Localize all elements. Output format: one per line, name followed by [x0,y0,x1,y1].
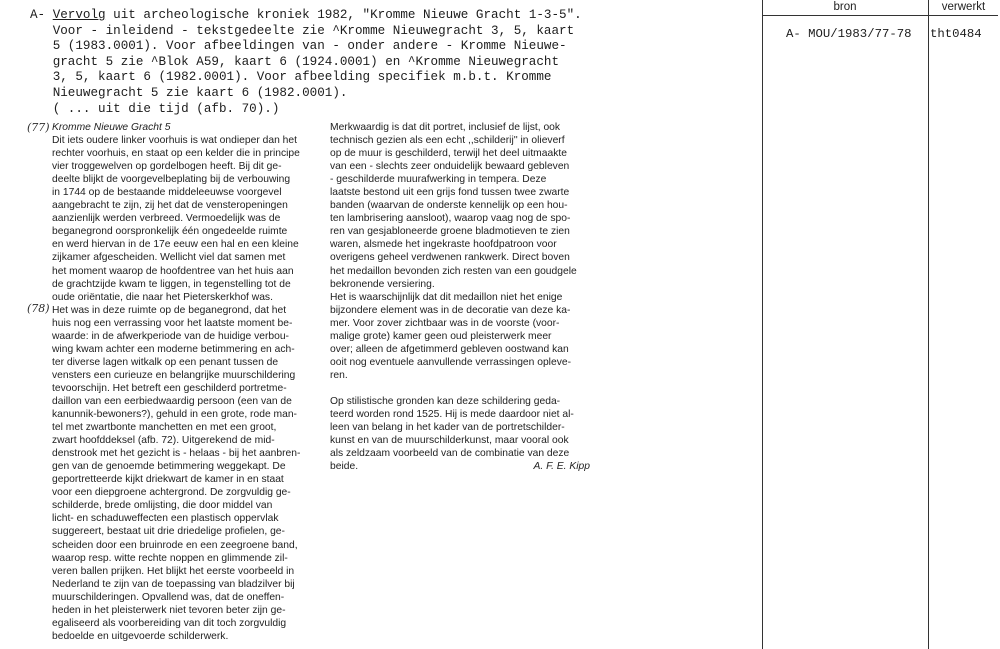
column-1-line: waarop resp. witte rechte noppen en glimmende zil- [52,552,288,564]
column-1-line: voor een diepgroene achtergrond. De zorgvuldig ge- [52,487,291,499]
column-1-line: waarde: in de afwerkperiode van de huidige verbou- [52,330,289,342]
column-1-line: tel met zwartbonte manchetten en met een groot, [52,422,277,434]
typed-line-7: ( ... uit die tijd (afb. 70).) [52,101,280,116]
typed-line-3: 5 (1983.0001). Voor afbeeldingen van - onder andere - Kromme Nieuwe- [52,39,567,54]
annotation-78: (78) [27,302,50,315]
column-2-text [330,121,592,382]
column-1-text [52,134,317,643]
column-2-line: malige grote) kamer geen oud pleisterwerk meer [330,330,552,342]
article-column-2 [330,121,592,473]
column-2-closing-line: teerd worden rond 1525. Hij is mede daardoor niet al- [330,408,574,420]
column-2-line: over; alleen de afgetimmerd gebleven oostwand kan [330,343,569,355]
column-1-line: zijkamer afgescheiden. Wellicht viel dat samen met [52,252,286,264]
typed-line-6: Nieuwegracht 5 zie kaart 6 (1982.0001). [52,85,348,100]
column-1-line: daillon van een eerbiedwaardig persoon (een van de [52,395,292,407]
header-bron: bron [833,1,857,13]
bron-cell [786,27,911,41]
column-1-line: Nederland te zijn van de toepassing van bladzilver bij [52,578,295,590]
column-2-line: ooit nog eventuele aanvullende verrassingen opleve- [330,356,572,368]
column-2-line: Het is waarschijnlijk dat dit medaillon niet het enige [330,291,563,303]
article-heading: Kromme Nieuwe Gracht 5 [52,122,171,133]
column-1-line: zwart hoofddeksel (afb. 72). Uitgerekend de mid- [52,435,275,447]
column-1-line: gen van de genoemde betimmering weggekapt. De [52,461,286,473]
annotation-77: (77) [27,121,50,134]
typed-line-2: Voor - inleidend - tekstgedeelte zie ^Kromme Nieuwegracht 3, 5, kaart [52,23,575,38]
column-1-line: huis nog een verrassing voor het laatste moment be- [52,317,293,329]
table-header-rule [762,15,998,16]
column-1-line: bedoelde en uitgevoerde schilderwerk. [52,630,229,642]
vervolg-word: Vervolg [52,8,106,22]
column-2-line: waren, alsmede het ingekraste hoofdpatroon voor [330,239,557,251]
article-column-1 [52,121,317,643]
column-1-line: denstrook met het gezicht is - helaas - bij het aanbren- [52,448,301,460]
column-1-line: heden in het pleisterwerk niet tevoren beter zijn ge- [52,604,286,616]
paragraph-gap [330,382,592,395]
column-1-line: de grachtzijde kwam te liggen, in tegenstelling tot de [52,278,291,290]
table-border-left [762,0,763,649]
column-1-line: veren ballen prijken. Het blijkt het eerste voorbeeld in [52,565,295,577]
table-divider [928,0,929,649]
column-2-closing-line: leen van belang in het kader van de portretschilder- [330,422,565,434]
column-1-line: schilderde, brede omlijsting, die door middel van [52,500,273,512]
column-1-line: het moment waarop de hoofdentree van het huis aan [52,265,294,277]
column-1-line: beganegrond oorspronkelijk één ongedeelde ruimte [52,226,288,238]
column-1-line: oude oriëntatie, die naar het Pieterskerkhof was. [52,291,273,303]
column-1-line: vier troggewelven op gordelbogen heeft. Bij dit ge- [52,161,282,173]
column-1-line: vensters een curieuze en belangrijke muurschildering [52,369,296,381]
typed-prefix: A- [30,8,46,22]
bron-prefix: A- [786,27,801,41]
column-2-line: ren. [330,369,348,381]
column-2-closing-line: kunst en van de muurschilderkunst, maar vooral ook [330,435,569,447]
typed-header [30,8,750,117]
column-1-line: en werd hiervan in de 17e eeuw een hal en een kleine [52,239,299,251]
column-1-line: ter diverse lagen witkalk op een penant tussen de [52,356,279,368]
column-1-line: aanzienlijk werden verbreed. Vermoedelijk was de [52,213,281,225]
column-1-line: muurschilderingen. Opvallend was, dat de oneffen- [52,591,285,603]
column-2-line: ren van gesjabloneerde groene bladmotieven te zien [330,226,570,238]
column-2-line: mer. Voor zover zichtbaar was in de voorste (voor- [330,317,560,329]
column-2-closing-line: Op stilistische gronden kan deze schildering geda- [330,395,561,407]
typed-line-5: 3, 5, kaart 6 (1982.0001). Voor afbeelding specifiek m.b.t. Kromme [52,70,552,85]
verwerkt-value: tht0484 [930,27,982,41]
column-2-line: bekronende versiering. [330,278,435,290]
column-2-line: ten lambrisering aansloot), waarop vaag nog de spo- [330,213,571,225]
column-2-line: technisch gezien als een echt ,,schilderij'' in olieverf [330,135,565,147]
column-2-line: overigens geheel verdwenen rankwerk. Direct boven [330,252,570,264]
column-1-line: wing kwam achter een moderne betimmering en ach- [52,343,295,355]
margin-table [762,0,998,649]
header-verwerkt: verwerkt [941,1,986,13]
author-signature: A. F. E. Kipp [533,461,590,473]
column-1-line: licht- en schaduweffecten een plastisch oppervlak [52,513,279,525]
column-1-line: deelte blijkt de voorgevelbeplating bij de verbouwing [52,174,291,186]
column-2-line: banden (waarvan de onderste kennelijk op een hou- [330,200,568,212]
column-2-line: Merkwaardig is dat dit portret, inclusief de lijst, ook [330,122,561,133]
column-2-line: van een - slechts zeer onduidelijk bewaard gebleven [330,161,570,173]
typed-line-1 [30,8,750,24]
column-2-line: - geschilderde muurafwerking in tempera. Deze [330,174,547,186]
column-1-line: Dit iets oudere linker voorhuis is wat ondieper dan het [52,135,297,147]
column-1-line: Het was in deze ruimte op de beganegrond, dat het [52,304,287,316]
column-2-line: laatste bestond uit een grijs fond tussen twee zwarte [330,187,570,199]
column-2-line: bijzondere element was in de decoratie van deze ka- [330,304,571,316]
column-1-line: geportretteerde kijkt driekwart de kamer in en staat [52,474,284,486]
column-1-line: in 1744 op de bestaande middeleeuwse voorgevel [52,187,282,199]
column-2-closing-line: beide. [330,461,359,473]
column-1-line: rechter voorhuis, en staat op een kelder die in principe [52,148,300,160]
column-2-line: op de muur is geschilderd, terwijl het deel uitmaakte [330,148,567,160]
column-1-line: kanunnik-bewoners?), gehuld in een grote, rode man- [52,409,297,421]
column-2-closing-line: als zeldzaam voorbeeld van de combinatie van deze [330,448,570,460]
bron-value: MOU/1983/77-78 [808,27,912,41]
typed-line-1-rest: uit archeologische kroniek 1982, "Kromme Nieuwe Gracht 1-3-5". [105,8,582,22]
column-1-line: tevoorschijn. Het betreft een geschilderd portretme- [52,382,287,394]
column-1-line: egaliseerd als voorbereiding van dit toch zorgvuldig [52,617,287,629]
column-2-line: het medaillon bevonden zich resten van een goudgele [330,265,577,277]
column-1-line: scheiden door een bruinrode en een zeegroene band, [52,539,298,551]
column-1-line: aangebracht te zijn, zij het dat de vensteropeningen [52,200,288,212]
column-1-line: suggereert, bestaat uit drie driedelige profielen, ge- [52,526,285,538]
typed-line-4: gracht 5 zie ^Blok A59, kaart 6 (1924.0001) en ^Kromme Nieuwegracht [52,54,560,69]
